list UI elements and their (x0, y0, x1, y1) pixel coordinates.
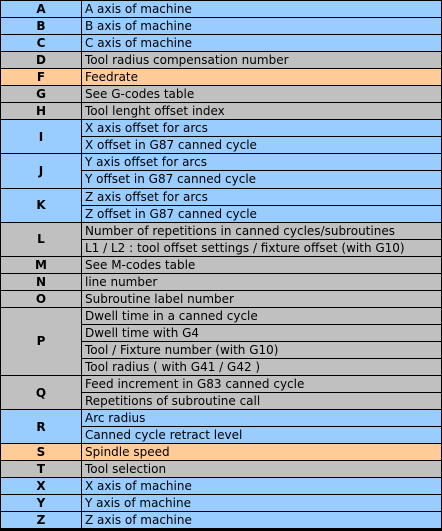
code-cell-b: B (1, 18, 81, 34)
description-cell-p-2: Dwell time with G4 (82, 325, 441, 341)
description-cell-k-1: Z axis offset for arcs (82, 189, 441, 205)
code-cell-n: N (1, 274, 81, 290)
description-cell-j-1: Y axis offset for arcs (82, 154, 441, 170)
description-cell-a-1: A axis of machine (82, 1, 441, 17)
description-cell-p-1: Dwell time in a canned cycle (82, 308, 441, 324)
code-cell-j: J (1, 154, 81, 187)
code-cell-s: S (1, 444, 81, 460)
description-cell-o-1: Subroutine label number (82, 291, 441, 307)
description-cell-i-1: X axis offset for arcs (82, 120, 441, 136)
code-cell-m: M (1, 257, 81, 273)
code-cell-y: Y (1, 495, 81, 511)
code-cell-c: C (1, 35, 81, 51)
code-cell-a: A (1, 1, 81, 17)
description-cell-i-2: X offset in G87 canned cycle (82, 137, 441, 153)
description-cell-j-2: Y offset in G87 canned cycle (82, 171, 441, 187)
description-cell-q-2: Repetitions of subroutine call (82, 393, 441, 409)
description-cell-r-2: Canned cycle retract level (82, 427, 441, 443)
code-cell-k: K (1, 189, 81, 222)
description-cell-h-1: Tool lenght offset index (82, 103, 441, 119)
description-cell-r-1: Arc radius (82, 410, 441, 426)
code-cell-l: L (1, 223, 81, 256)
description-cell-q-1: Feed increment in G83 canned cycle (82, 376, 441, 392)
description-cell-g-1: See G-codes table (82, 86, 441, 102)
description-cell-p-3: Tool / Fixture number (with G10) (82, 342, 441, 358)
code-cell-o: O (1, 291, 81, 307)
description-cell-d-1: Tool radius compensation number (82, 52, 441, 68)
description-cell-l-2: L1 / L2 : tool offset settings / fixture offset (with G10) (82, 240, 441, 256)
description-cell-y-1: Y axis of machine (82, 495, 441, 511)
code-cell-z: Z (1, 512, 81, 528)
description-cell-c-1: C axis of machine (82, 35, 441, 51)
code-cell-x: X (1, 478, 81, 494)
description-cell-x-1: X axis of machine (82, 478, 441, 494)
description-cell-b-1: B axis of machine (82, 18, 441, 34)
code-cell-i: I (1, 120, 81, 153)
code-cell-t: T (1, 461, 81, 477)
description-cell-s-1: Spindle speed (82, 444, 441, 460)
code-cell-p: P (1, 308, 81, 375)
code-cell-r: R (1, 410, 81, 443)
code-cell-q: Q (1, 376, 81, 409)
description-cell-z-1: Z axis of machine (82, 512, 441, 528)
code-cell-f: F (1, 69, 81, 85)
description-cell-n-1: line number (82, 274, 441, 290)
code-cell-h: H (1, 103, 81, 119)
description-cell-m-1: See M-codes table (82, 257, 441, 273)
code-cell-d: D (1, 52, 81, 68)
description-cell-f-1: Feedrate (82, 69, 441, 85)
description-cell-t-1: Tool selection (82, 461, 441, 477)
description-cell-l-1: Number of repetitions in canned cycles/subroutines (82, 223, 441, 239)
description-cell-k-2: Z offset in G87 canned cycle (82, 206, 441, 222)
description-cell-p-4: Tool radius ( with G41 / G42 ) (82, 359, 441, 375)
code-cell-g: G (1, 86, 81, 102)
gcode-letter-table (1, 1, 441, 530)
